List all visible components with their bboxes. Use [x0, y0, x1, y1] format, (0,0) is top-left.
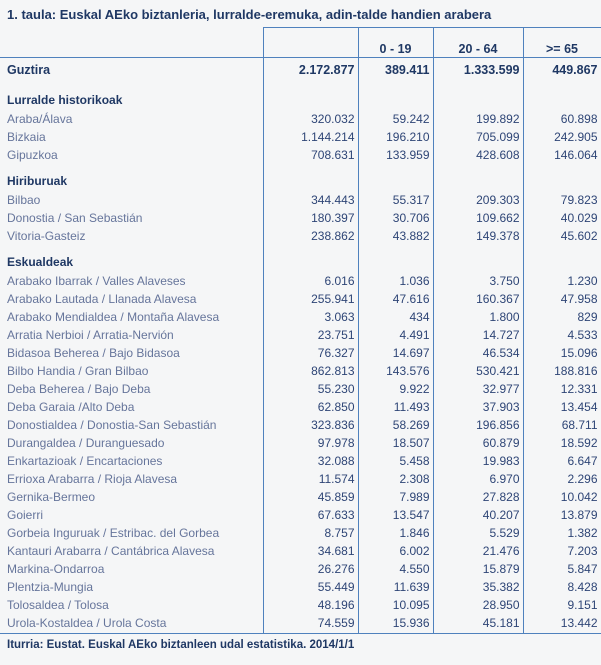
empty-cell	[263, 246, 358, 273]
table-row	[0, 309, 601, 327]
row-value: 15.879	[433, 561, 523, 579]
row-value: 18.592	[523, 435, 601, 453]
table-row	[0, 192, 601, 210]
row-value: 37.903	[433, 399, 523, 417]
row-value: 60.898	[523, 111, 601, 129]
row-value: 13.454	[523, 399, 601, 417]
row-value: 13.547	[358, 507, 433, 525]
row-value: 199.892	[433, 111, 523, 129]
row-value: 188.816	[523, 363, 601, 381]
row-value: 6.970	[433, 471, 523, 489]
row-label: Gorbeia Inguruak / Estribac. del Gorbea	[7, 526, 220, 540]
row-value: 3.063	[263, 309, 358, 327]
table-row	[0, 489, 601, 507]
row-value: 1.144.214	[263, 129, 358, 147]
row-value: 40.029	[523, 210, 601, 228]
row-value: 68.711	[523, 417, 601, 435]
row-value: 4.491	[358, 327, 433, 345]
row-value: 3.750	[433, 273, 523, 291]
row-label: Arabako Mendialdea / Montaña Alavesa	[7, 310, 220, 324]
table-row	[0, 291, 601, 309]
source-note: Iturria: Eustat. Euskal AEko biztanleen udal estatistika. 2014/1/1	[7, 639, 355, 651]
row-value: 59.242	[358, 111, 433, 129]
row-value: 34.681	[263, 543, 358, 561]
row-value: 60.879	[433, 435, 523, 453]
section-heading-row	[0, 246, 601, 273]
empty-cell	[523, 84, 601, 111]
row-value: 55.230	[263, 381, 358, 399]
row-value: 196.210	[358, 129, 433, 147]
row-label: Arabako Lautada / Llanada Alavesa	[7, 292, 197, 306]
table-row	[0, 381, 601, 399]
row-value: 5.847	[523, 561, 601, 579]
row-label: Goierri	[7, 508, 44, 522]
column-header-20-64: 20 - 64	[433, 28, 523, 58]
row-value: 149.378	[433, 228, 523, 246]
row-label: Markina-Ondarroa	[7, 562, 105, 576]
section-heading: Eskualdeak	[7, 255, 74, 269]
row-value: 255.941	[263, 291, 358, 309]
row-value: 238.862	[263, 228, 358, 246]
row-label: Donostialdea / Donostia-San Sebastián	[7, 418, 217, 432]
empty-cell	[358, 246, 433, 273]
row-value: 12.331	[523, 381, 601, 399]
row-value: 242.905	[523, 129, 601, 147]
row-label: Arabako Ibarrak / Valles Alaveses	[7, 274, 186, 288]
row-label: Urola-Kostaldea / Urola Costa	[7, 616, 167, 630]
row-value: 320.032	[263, 111, 358, 129]
row-label: Enkartazioak / Encartaciones	[7, 454, 163, 468]
row-label: Guztira	[7, 63, 51, 77]
section-heading: Lurralde historikoak	[7, 93, 123, 107]
empty-cell	[433, 246, 523, 273]
row-value: 97.978	[263, 435, 358, 453]
row-value: 21.476	[433, 543, 523, 561]
row-value: 1.333.599	[433, 58, 523, 85]
row-value: 18.507	[358, 435, 433, 453]
row-label: Deba Garaia /Alto Deba	[7, 400, 135, 414]
section-heading: Hiriburuak	[7, 174, 68, 188]
row-value: 27.828	[433, 489, 523, 507]
empty-cell	[263, 84, 358, 111]
table-row	[0, 507, 601, 525]
empty-cell	[358, 84, 433, 111]
table-row	[0, 435, 601, 453]
row-value: 48.196	[263, 597, 358, 615]
row-value: 10.042	[523, 489, 601, 507]
row-label: Errioxa Arabarra / Rioja Alavesa	[7, 472, 178, 486]
row-value: 2.308	[358, 471, 433, 489]
table-row	[0, 210, 601, 228]
header-spacer	[0, 28, 263, 58]
table-row	[0, 471, 601, 489]
row-value: 9.922	[358, 381, 433, 399]
row-value: 9.151	[523, 597, 601, 615]
row-label: Arratia Nerbioi / Arratia-Nervión	[7, 328, 174, 342]
row-label: Bilbo Handia / Gran Bilbao	[7, 364, 149, 378]
row-value: 28.950	[433, 597, 523, 615]
empty-cell	[523, 165, 601, 192]
row-label: Tolosaldea / Tolosa	[7, 598, 109, 612]
row-value: 13.879	[523, 507, 601, 525]
row-value: 5.529	[433, 525, 523, 543]
table-row	[0, 417, 601, 435]
row-value: 74.559	[263, 615, 358, 634]
table-row	[0, 273, 601, 291]
table-body	[0, 58, 601, 634]
row-value: 11.639	[358, 579, 433, 597]
row-value: 2.172.877	[263, 58, 358, 85]
row-label: Kantauri Arabarra / Cantábrica Alavesa	[7, 544, 215, 558]
table-row	[0, 561, 601, 579]
table-title: 1. taula: Euskal AEko biztanleria, lurralde-eremuka, adin-talde handien arabera	[7, 7, 492, 22]
empty-cell	[433, 165, 523, 192]
column-header-0-19: 0 - 19	[358, 28, 433, 58]
row-value: 67.633	[263, 507, 358, 525]
row-value: 43.882	[358, 228, 433, 246]
row-label: Vitoria-Gasteiz	[7, 229, 86, 243]
row-value: 4.533	[523, 327, 601, 345]
row-value: 160.367	[433, 291, 523, 309]
row-value: 1.230	[523, 273, 601, 291]
row-value: 389.411	[358, 58, 433, 85]
row-value: 7.203	[523, 543, 601, 561]
empty-cell	[433, 84, 523, 111]
row-value: 19.983	[433, 453, 523, 471]
row-label: Bizkaia	[7, 130, 46, 144]
table-row	[0, 543, 601, 561]
row-value: 14.727	[433, 327, 523, 345]
row-value: 8.757	[263, 525, 358, 543]
row-value: 6.002	[358, 543, 433, 561]
total-row	[0, 58, 601, 85]
column-header-total	[263, 28, 358, 58]
row-value: 4.550	[358, 561, 433, 579]
row-value: 45.859	[263, 489, 358, 507]
row-value: 35.382	[433, 579, 523, 597]
row-value: 11.574	[263, 471, 358, 489]
row-value: 79.823	[523, 192, 601, 210]
row-value: 1.846	[358, 525, 433, 543]
row-value: 55.449	[263, 579, 358, 597]
empty-cell	[358, 165, 433, 192]
row-value: 323.836	[263, 417, 358, 435]
row-value: 15.936	[358, 615, 433, 634]
empty-cell	[523, 246, 601, 273]
row-value: 76.327	[263, 345, 358, 363]
row-value: 6.647	[523, 453, 601, 471]
row-value: 47.958	[523, 291, 601, 309]
row-label: Deba Beherea / Bajo Deba	[7, 382, 151, 396]
row-label: Bilbao	[7, 193, 41, 207]
row-value: 26.276	[263, 561, 358, 579]
row-value: 428.608	[433, 147, 523, 165]
row-value: 133.959	[358, 147, 433, 165]
row-value: 11.493	[358, 399, 433, 417]
row-label: Gipuzkoa	[7, 148, 58, 162]
table-row	[0, 147, 601, 165]
row-label: Bidasoa Beherea / Bajo Bidasoa	[7, 346, 180, 360]
row-value: 23.751	[263, 327, 358, 345]
row-value: 449.867	[523, 58, 601, 85]
row-value: 6.016	[263, 273, 358, 291]
row-label: Durangaldea / Duranguesado	[7, 436, 165, 450]
row-value: 45.181	[433, 615, 523, 634]
row-value: 344.443	[263, 192, 358, 210]
row-value: 143.576	[358, 363, 433, 381]
row-value: 1.800	[433, 309, 523, 327]
row-value: 58.269	[358, 417, 433, 435]
header-row	[0, 28, 601, 58]
row-value: 62.850	[263, 399, 358, 417]
table-row	[0, 111, 601, 129]
row-value: 109.662	[433, 210, 523, 228]
row-value: 32.088	[263, 453, 358, 471]
row-value: 45.602	[523, 228, 601, 246]
table-row	[0, 399, 601, 417]
row-value: 14.697	[358, 345, 433, 363]
table-row	[0, 597, 601, 615]
row-value: 1.036	[358, 273, 433, 291]
row-value: 47.616	[358, 291, 433, 309]
population-table	[0, 27, 601, 634]
table-row	[0, 615, 601, 634]
table-row	[0, 129, 601, 147]
row-value: 5.458	[358, 453, 433, 471]
table-row	[0, 525, 601, 543]
section-heading-row	[0, 84, 601, 111]
table-row	[0, 579, 601, 597]
row-value: 708.631	[263, 147, 358, 165]
row-label: Donostia / San Sebastián	[7, 211, 143, 225]
row-value: 15.096	[523, 345, 601, 363]
row-value: 55.317	[358, 192, 433, 210]
row-value: 862.813	[263, 363, 358, 381]
row-value: 13.442	[523, 615, 601, 634]
row-value: 2.296	[523, 471, 601, 489]
table-row	[0, 345, 601, 363]
row-value: 829	[523, 309, 601, 327]
row-value: 434	[358, 309, 433, 327]
row-value: 196.856	[433, 417, 523, 435]
row-label: Gernika-Bermeo	[7, 490, 96, 504]
row-value: 209.303	[433, 192, 523, 210]
table-row	[0, 327, 601, 345]
column-header-65: >= 65	[523, 28, 601, 58]
row-value: 40.207	[433, 507, 523, 525]
section-heading-row	[0, 165, 601, 192]
row-value: 180.397	[263, 210, 358, 228]
row-value: 10.095	[358, 597, 433, 615]
row-value: 30.706	[358, 210, 433, 228]
table-row	[0, 453, 601, 471]
row-value: 8.428	[523, 579, 601, 597]
row-value: 32.977	[433, 381, 523, 399]
row-value: 1.382	[523, 525, 601, 543]
row-value: 46.534	[433, 345, 523, 363]
table-row	[0, 363, 601, 381]
row-label: Araba/Álava	[7, 112, 73, 126]
row-value: 530.421	[433, 363, 523, 381]
row-label: Plentzia-Mungia	[7, 580, 94, 594]
row-value: 7.989	[358, 489, 433, 507]
table-row	[0, 228, 601, 246]
row-value: 146.064	[523, 147, 601, 165]
row-value: 705.099	[433, 129, 523, 147]
empty-cell	[263, 165, 358, 192]
